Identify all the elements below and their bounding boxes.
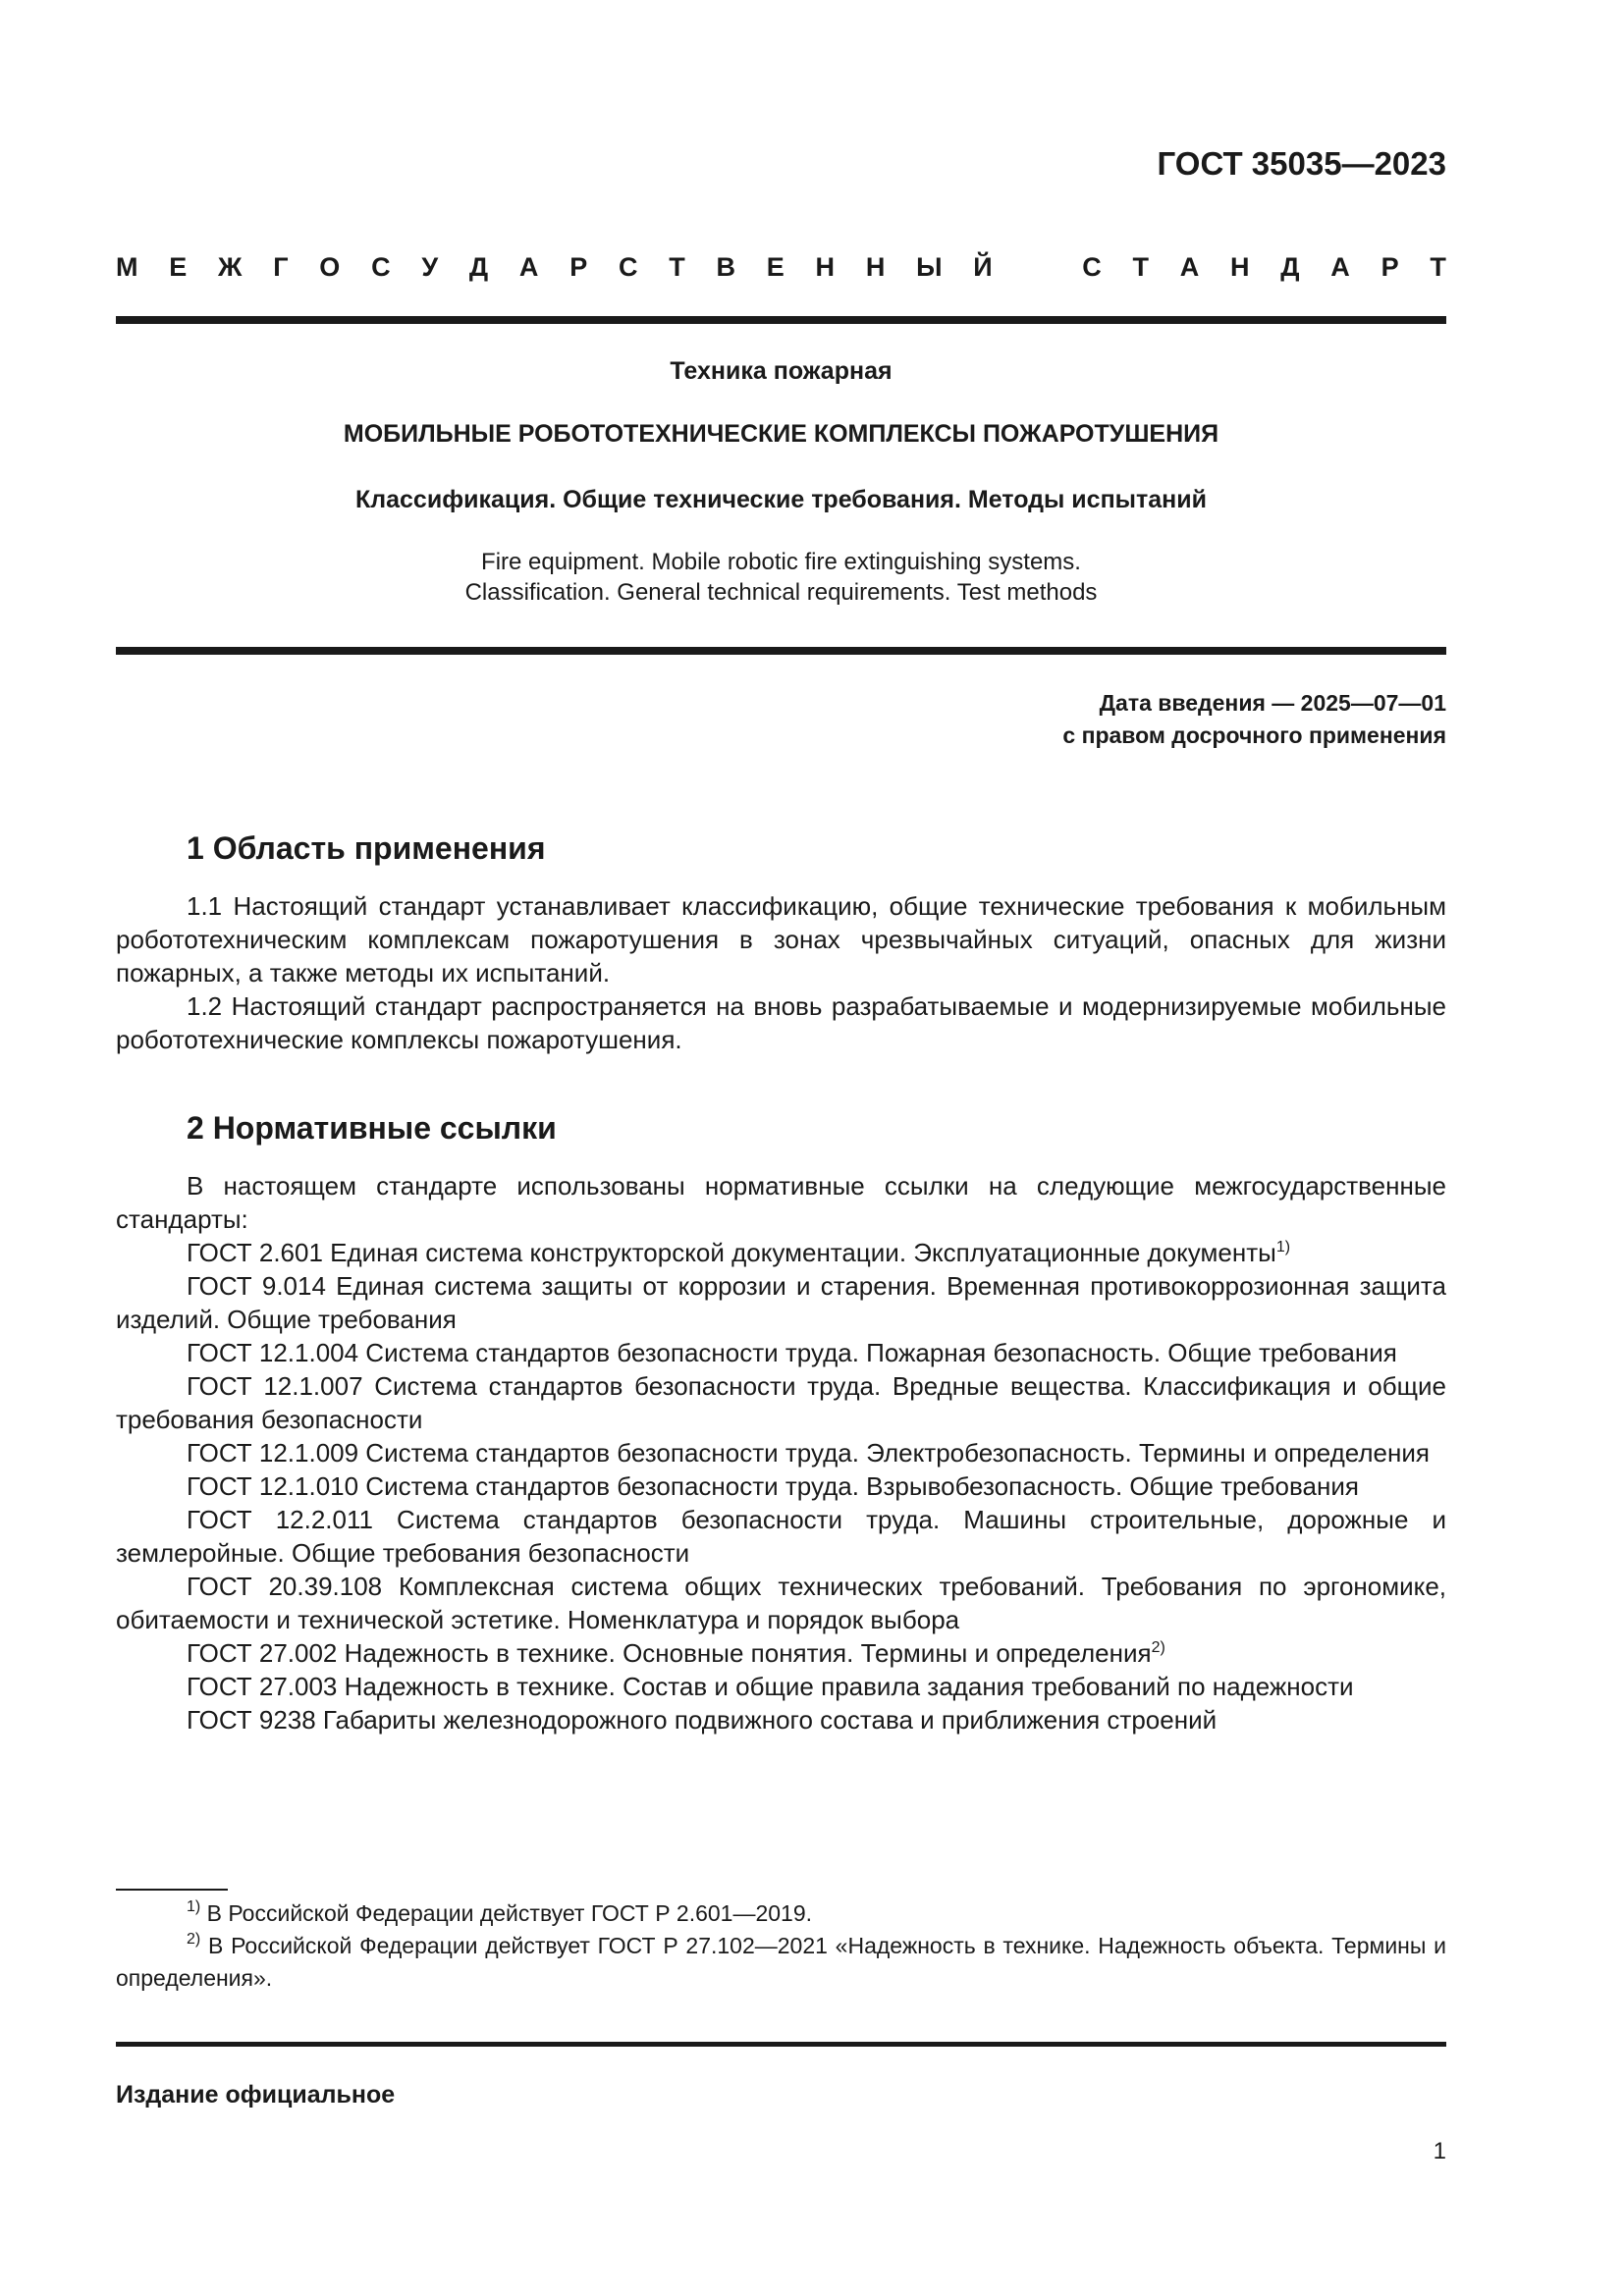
reference-text: ГОСТ 2.601 Единая система конструкторской документации. Эксплуатационные документы: [187, 1238, 1276, 1267]
standard-type-letter: Т: [1430, 252, 1446, 282]
title-main: МОБИЛЬНЫЕ РОБОТОТЕХНИЧЕСКИЕ КОМПЛЕКСЫ ПОЖАРОТУШЕНИЯ: [343, 420, 1219, 448]
standard-type-letter: Д: [468, 252, 489, 282]
bottom-rule: [116, 2042, 1446, 2047]
word-gap: [1023, 252, 1051, 283]
reference-item: [116, 1636, 1446, 1670]
reference-item: [116, 1336, 1446, 1369]
footnote-reference-mark: 1): [1275, 1239, 1291, 1255]
reference-text: ГОСТ 12.2.011 Система стандартов безопасности труда. Машины строительные, дорожные и землеройные. Общие требования безопасности: [116, 1505, 1446, 1568]
footnote-1-mark: 1): [187, 1898, 201, 1915]
reference-item: [116, 1436, 1446, 1469]
standard-type-letter: У: [421, 252, 439, 282]
standard-type-letter: Г: [273, 252, 289, 282]
title-subtitle: Классификация. Общие технические требования. Методы испытаний: [354, 486, 1208, 513]
standard-type-line: [116, 252, 1446, 283]
reference-text: ГОСТ 12.1.009 Система стандартов безопасности труда. Электробезопасность. Термины и определения: [187, 1438, 1430, 1468]
standard-type-letter: С: [618, 252, 638, 282]
standard-type-letter: С: [371, 252, 391, 282]
standard-type-letter: Й: [973, 252, 993, 282]
reference-text: ГОСТ 9.014 Единая система защиты от коррозии и старения. Временная противокоррозионная защита изделий. Общие требования: [116, 1271, 1446, 1334]
paragraph-1-2: 1.2 Настоящий стандарт распространяется на вновь разрабатываемые и модернизируемые мобильные робототехнические комплексы пожаротушения.: [116, 991, 1446, 1054]
reference-item: [116, 1670, 1446, 1703]
footnote-2: [116, 1930, 1446, 1995]
footnote-2-text: В Российской Федерации действует ГОСТ Р 27.102—2021 «Надежность в технике. Надежность объекта. Термины и определения».: [116, 1933, 1446, 1991]
reference-item: [116, 1369, 1446, 1436]
section-1-body: [116, 889, 1446, 1056]
introduction-date-line: Дата введения — 2025—07—01: [1099, 690, 1446, 716]
standard-type-letter: Е: [169, 252, 188, 282]
reference-text: ГОСТ 27.003 Надежность в технике. Состав и общие правила задания требований по надежности: [187, 1672, 1354, 1701]
footnote-separator: [116, 1889, 228, 1891]
reference-text: ГОСТ 12.1.007 Система стандартов безопасности труда. Вредные вещества. Классификация и общие требования безопасности: [116, 1371, 1446, 1434]
footnotes: [116, 1897, 1446, 1995]
standard-type-letter: Ж: [218, 252, 243, 282]
footnote-reference-mark: 2): [1151, 1639, 1165, 1656]
standard-type-letter: М: [116, 252, 138, 282]
footnote-1-text: В Российской Федерации действует ГОСТ Р 2.601—2019.: [206, 1900, 813, 1926]
references-intro: В настоящем стандарте использованы нормативные ссылки на следующие межгосударственные стандарты:: [116, 1171, 1446, 1234]
reference-text: ГОСТ 20.39.108 Комплексная система общих технических требований. Требования по эргономике, обитаемости и технической эстетике. Номенклатура и порядок выбора: [116, 1572, 1446, 1634]
standard-type-letter: Ы: [916, 252, 943, 282]
section-2-heading: 2 Нормативные ссылки: [187, 1110, 557, 1146]
title-english: [116, 547, 1446, 608]
standard-type-letter: С: [1082, 252, 1102, 282]
standard-type-letter: Е: [766, 252, 785, 282]
introduction-date: [1062, 687, 1446, 752]
standard-type-letter: А: [1179, 252, 1200, 282]
paragraph-1-1: 1.1 Настоящий стандарт устанавливает классификацию, общие технические требования к мобильным робототехническим комплексам пожаротушения в зонах чрезвычайных ситуаций, опасных для жизни пожарных, а также методы их испытаний.: [116, 891, 1446, 988]
section-1-heading: 1 Область применения: [187, 830, 546, 866]
title-english-line2: Classification. General technical requirements. Test methods: [464, 579, 1098, 606]
standard-type-letter: А: [1330, 252, 1350, 282]
official-edition-label: Издание официальное: [116, 2081, 396, 2109]
standard-type-letter: Н: [865, 252, 886, 282]
standard-type-letter: Р: [569, 252, 588, 282]
standard-type-letter: Р: [1380, 252, 1399, 282]
top-rule: [116, 316, 1446, 324]
standard-type-letter: В: [716, 252, 735, 282]
standard-type-letter: Н: [1230, 252, 1250, 282]
standard-type-letter: А: [518, 252, 539, 282]
standard-type-letter: Т: [1132, 252, 1149, 282]
title-english-line1: Fire equipment. Mobile robotic fire extinguishing systems.: [481, 549, 1081, 575]
reference-item: [116, 1269, 1446, 1336]
early-application-line: с правом досрочного применения: [1062, 722, 1446, 748]
reference-item: [116, 1469, 1446, 1503]
footnote-1: [116, 1897, 1446, 1930]
reference-text: ГОСТ 9238 Габариты железнодорожного подвижного состава и приближения строений: [187, 1705, 1218, 1735]
reference-text: ГОСТ 12.1.004 Система стандартов безопасности труда. Пожарная безопасность. Общие требования: [187, 1338, 1397, 1367]
standard-type-letter: Т: [669, 252, 685, 282]
reference-text: ГОСТ 27.002 Надежность в технике. Основные понятия. Термины и определения: [187, 1638, 1152, 1668]
reference-text: ГОСТ 12.1.010 Система стандартов безопасности труда. Взрывобезопасность. Общие требования: [187, 1471, 1359, 1501]
page-number: 1: [1433, 2138, 1446, 2164]
footnote-2-mark: 2): [187, 1931, 201, 1948]
reference-item: [116, 1503, 1446, 1570]
title-rule: [116, 647, 1446, 655]
reference-item: [116, 1570, 1446, 1636]
section-2-body: [116, 1169, 1446, 1736]
title-category: Техника пожарная: [670, 357, 893, 385]
reference-item: [116, 1703, 1446, 1736]
reference-item: [116, 1236, 1446, 1269]
references-list: [116, 1236, 1446, 1736]
standard-type-letter: Д: [1280, 252, 1300, 282]
standard-type-letter: Н: [815, 252, 836, 282]
standard-designation: ГОСТ 35035—2023: [1157, 145, 1446, 182]
standard-type-letter: О: [319, 252, 341, 282]
